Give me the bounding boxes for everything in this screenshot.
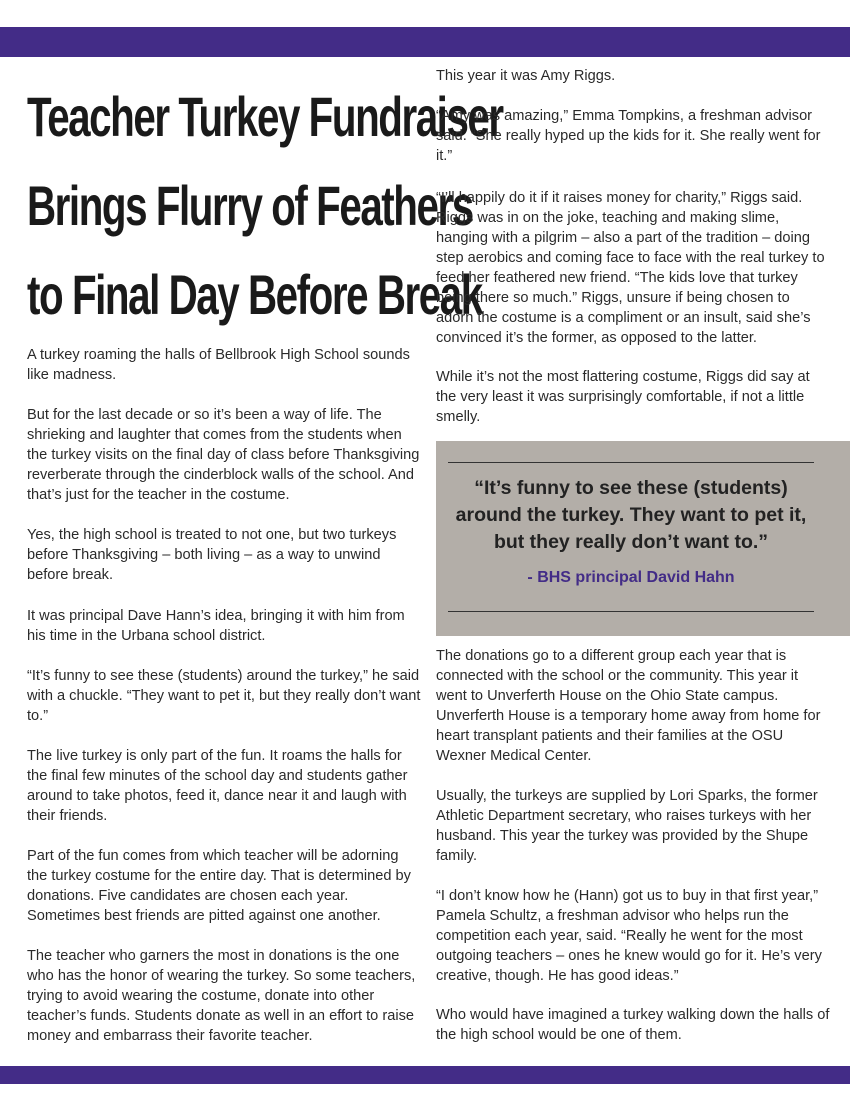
right-paragraph-7: “I don’t know how he (Hann) got us to buy in that first year,” Pamela Schultz, a freshman advisor who helps run the competition each year, said. “Really he went for the most outgoing teachers – ones he knew would go for it. He’s very creative, though. He has good ideas.” (436, 888, 822, 984)
left-paragraph-4: It was principal Dave Hann’s idea, bringing it with him from his time in the Urbana school district. (27, 608, 405, 644)
left-paragraph-2: But for the last decade or so it’s been a way of life. The shrieking and laughter that comes from the students when the turkey visits on the final day of class before Thanksgiving reverberate through the cinderblock walls of the school. And that’s just for the teacher in the costume. (27, 407, 420, 503)
left-paragraph-6: The live turkey is only part of the fun. It roams the halls for the final few minutes of the school day and students gather around to take photos, feed it, dance near it and laugh with their friends. (27, 748, 408, 824)
headline-line-1: Teacher Turkey Fundraiser (27, 85, 503, 148)
top-color-band (0, 27, 850, 57)
right-paragraph-1: This year it was Amy Riggs. (436, 68, 616, 84)
left-paragraph-1: A turkey roaming the halls of Bellbrook High School sounds like madness. (27, 347, 410, 383)
pull-quote-bottom-rule (448, 611, 814, 612)
pull-quote-box (436, 441, 850, 636)
right-paragraph-2: “Amy was amazing,” Emma Tompkins, a freshman advisor said. “She really hyped up the kids for it. She really went for it.” (436, 108, 821, 164)
right-paragraph-4: While it’s not the most flattering costume, Riggs did say at the very least it was surprisingly comfortable, if not a little smelly. (436, 369, 810, 425)
left-paragraph-8: The teacher who garners the most in donations is the one who has the honor of wearing the turkey. So some teachers, trying to avoid wearing the costume, donate into other teacher’s funds. Students donate as well in an effort to raise money and embarrass their favorite teacher. (27, 948, 416, 1044)
left-paragraph-3: Yes, the high school is treated to not one, but two turkeys before Thanksgiving – both living – as a way to unwind before break. (27, 527, 397, 583)
left-paragraph-5: “It’s funny to see these (students) around the turkey,” he said with a chuckle. “They want to pet it, but they really don’t want to.” (27, 668, 421, 724)
right-paragraph-5: The donations go to a different group each year that is connected with the school or the community. This year it went to Unverferth House on the Ohio State campus. Unverferth House is a temporary home away from home for heart transplant patients and their families at the OSU Wexner Medical Center. (436, 648, 821, 764)
bottom-color-band (0, 1066, 850, 1084)
right-paragraph-6: Usually, the turkeys are supplied by Lori Sparks, the former Athletic Department secretary, who raises turkeys with her husband. This year the turkey was provided by the Shupe family. (436, 788, 818, 864)
right-paragraph-8: Who would have imagined a turkey walking down the halls of the high school would be one of them. (436, 1007, 830, 1043)
pull-quote-text: “It’s funny to see these (students) around the turkey. They want to pet it, but they really don’t want to.” (455, 477, 807, 553)
headline-line-3: to Final Day Before Break (27, 263, 482, 326)
pull-quote-top-rule (448, 462, 814, 463)
headline-line-2: Brings Flurry of Feathers (27, 174, 473, 237)
right-paragraph-3: “I’ll happily do it if it raises money for charity,” Riggs said. Riggs was in on the joke, teaching and making slime, hanging with a pilgrim – also a part of the tradition – doing step aerobics and coming face to face with the real turkey to feed her feathered new friend. “The kids love that turkey being there so much.” Riggs, unsure if being chosen to adorn the costume is a compliment or an insult, said she’s convinced it’s the former, as opposed to the latter. (436, 190, 825, 346)
left-paragraph-7: Part of the fun comes from which teacher will be adorning the turkey costume for the entire day. That is determined by donations. Five candidates are chosen each year. Sometimes best friends are pitted against one another. (27, 848, 411, 924)
pull-quote-attribution: - BHS principal David Hahn (527, 569, 735, 586)
headline (27, 72, 503, 339)
